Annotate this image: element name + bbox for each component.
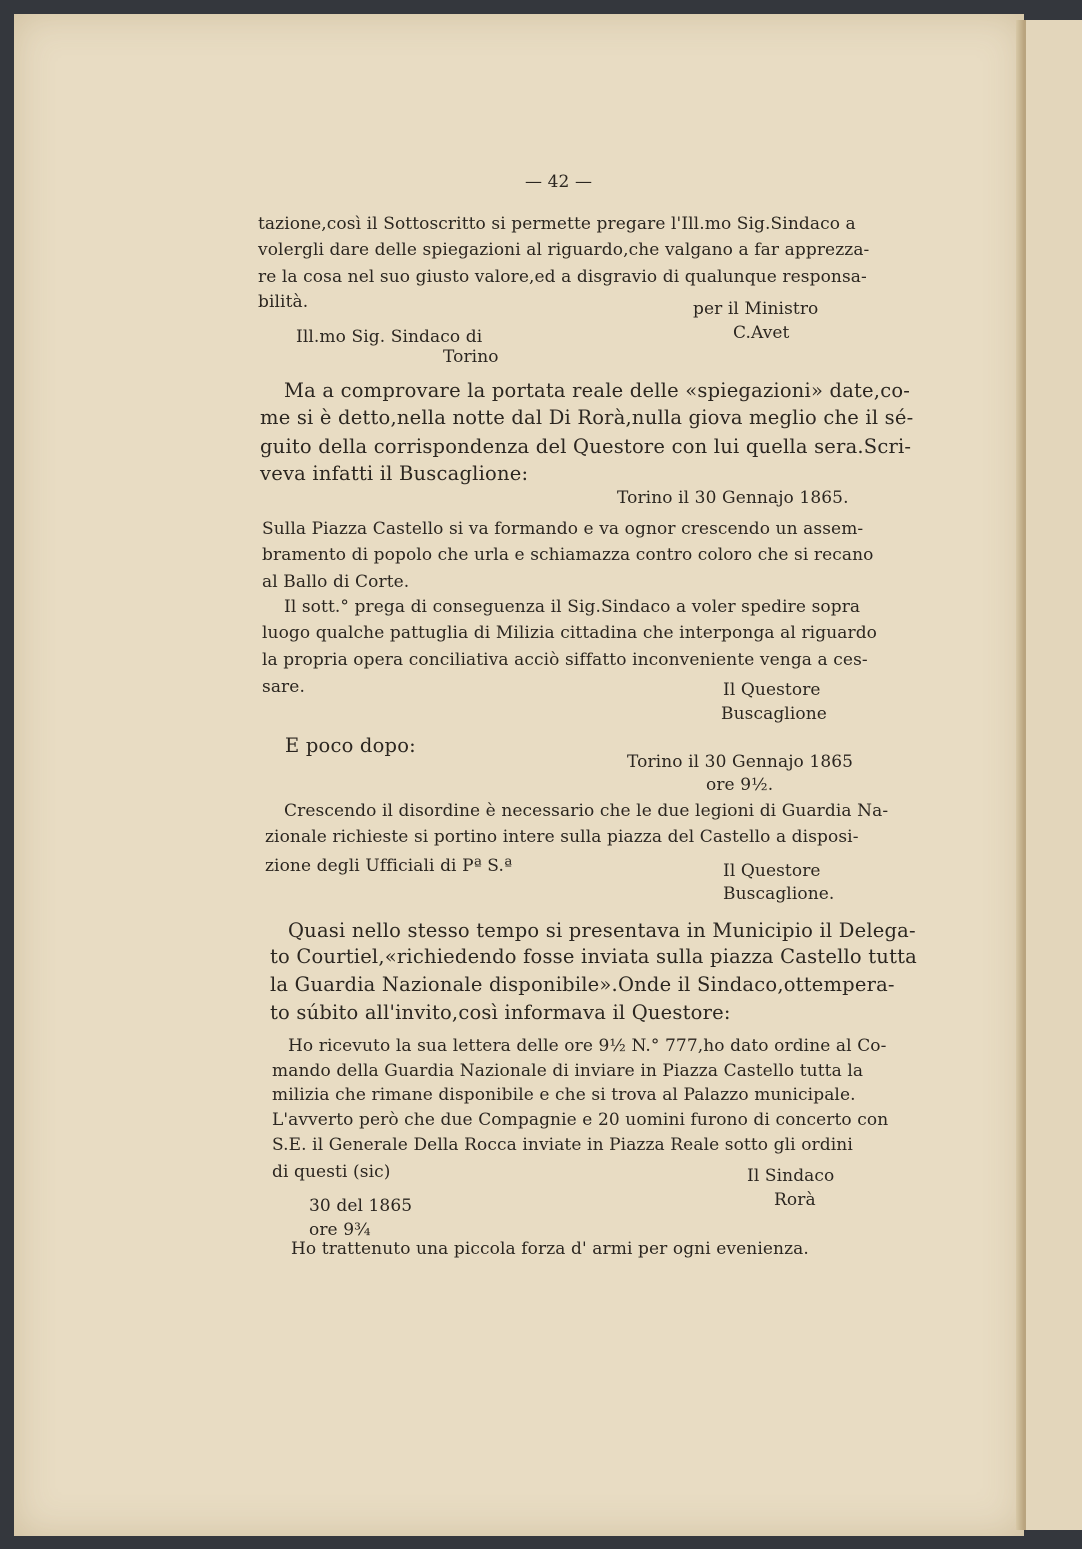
signature-line: Rorà <box>774 1190 816 1210</box>
signature-line: Il Questore <box>723 861 821 881</box>
signature-line: C.Avet <box>733 323 790 343</box>
block1-line: bilità. <box>258 292 309 312</box>
signature-line: Il Questore <box>723 680 821 700</box>
letter-time: ore 9½. <box>706 775 774 795</box>
letter-line: la propria opera conciliativa acciò siffatto inconveniente venga a ces- <box>262 650 868 670</box>
letter-line: zione degli Ufficiali di Pª S.ª <box>265 856 513 876</box>
block1-line: tazione,così il Sottoscritto si permette pregare l'Ill.mo Sig.Sindaco a <box>258 214 856 234</box>
letter-line: Crescendo il disordine è necessario che le due legioni di Guardia Na- <box>284 801 889 821</box>
signature-line: per il Ministro <box>693 299 819 319</box>
letter-line: di questi (sic) <box>272 1162 391 1182</box>
signature-line: Buscaglione. <box>723 884 835 904</box>
letter-date: 30 del 1865 <box>309 1196 413 1216</box>
paragraph-line: veva infatti il Buscaglione: <box>260 462 529 485</box>
letter-line: al Ballo di Corte. <box>262 572 410 592</box>
letter-line: luogo qualche pattuglia di Milizia cittadina che interponga al riguardo <box>262 623 878 643</box>
letter-line: mando della Guardia Nazionale di inviare in Piazza Castello tutta la <box>272 1061 864 1081</box>
page-number: — 42 — <box>525 172 593 192</box>
paragraph-line: to Courtiel,«richiedendo fosse inviata sulla piazza Castello tutta <box>270 945 917 968</box>
addressee-line: Torino <box>443 347 499 367</box>
block1-line: volergli dare delle spiegazioni al riguardo,che valgano a far apprezza- <box>258 240 870 260</box>
letter-time: ore 9¾ <box>309 1220 371 1240</box>
paragraph-line: Quasi nello stesso tempo si presentava in Municipio il Delega- <box>288 919 916 942</box>
letter-line: Sulla Piazza Castello si va formando e va ognor crescendo un assem- <box>262 519 864 539</box>
paragraph-line: guito della corrispondenza del Questore con lui quella sera.Scri- <box>260 435 912 458</box>
page-gutter <box>1016 20 1024 1530</box>
signature-line: Buscaglione <box>721 704 827 724</box>
paragraph-line: me si è detto,nella notte dal Di Rorà,nulla giova meglio che il sé- <box>260 406 914 429</box>
facing-page-edge <box>1024 20 1082 1530</box>
letter-line: Ho ricevuto la sua lettera delle ore 9½ N.° 777,ho dato ordine al Co- <box>288 1036 887 1056</box>
letter-line: sare. <box>262 677 305 697</box>
letter-date: Torino il 30 Gennajo 1865 <box>627 752 854 772</box>
letter-line: milizia che rimane disponibile e che si trova al Palazzo municipale. <box>272 1085 856 1105</box>
letter-line: S.E. il Generale Della Rocca inviate in Piazza Reale sotto gli ordini <box>272 1135 853 1155</box>
letter-date: Torino il 30 Gennajo 1865. <box>617 488 849 508</box>
letter-line: bramento di popolo che urla e schiamazza contro coloro che si recano <box>262 545 874 565</box>
paragraph-line: to súbito all'invito,così informava il Questore: <box>270 1001 731 1024</box>
letter-line: L'avverto però che due Compagnie e 20 uomini furono di concerto con <box>272 1110 889 1130</box>
signature-line: Il Sindaco <box>747 1166 835 1186</box>
block1-line: re la cosa nel suo giusto valore,ed a disgravio di qualunque responsa- <box>258 267 867 287</box>
letter-line: zionale richieste si portino intere sulla piazza del Castello a disposi- <box>265 827 859 847</box>
addressee-line: Ill.mo Sig. Sindaco di <box>296 327 483 347</box>
transition-text: E poco dopo: <box>285 734 416 757</box>
postscript: Ho trattenuto una piccola forza d' armi per ogni evenienza. <box>291 1239 809 1259</box>
paragraph-line: Ma a comprovare la portata reale delle «spiegazioni» date,co- <box>284 379 911 402</box>
paragraph-line: la Guardia Nazionale disponibile».Onde il Sindaco,ottempera- <box>270 973 895 996</box>
letter-line: Il sott.° prega di conseguenza il Sig.Sindaco a voler spedire sopra <box>284 597 861 617</box>
